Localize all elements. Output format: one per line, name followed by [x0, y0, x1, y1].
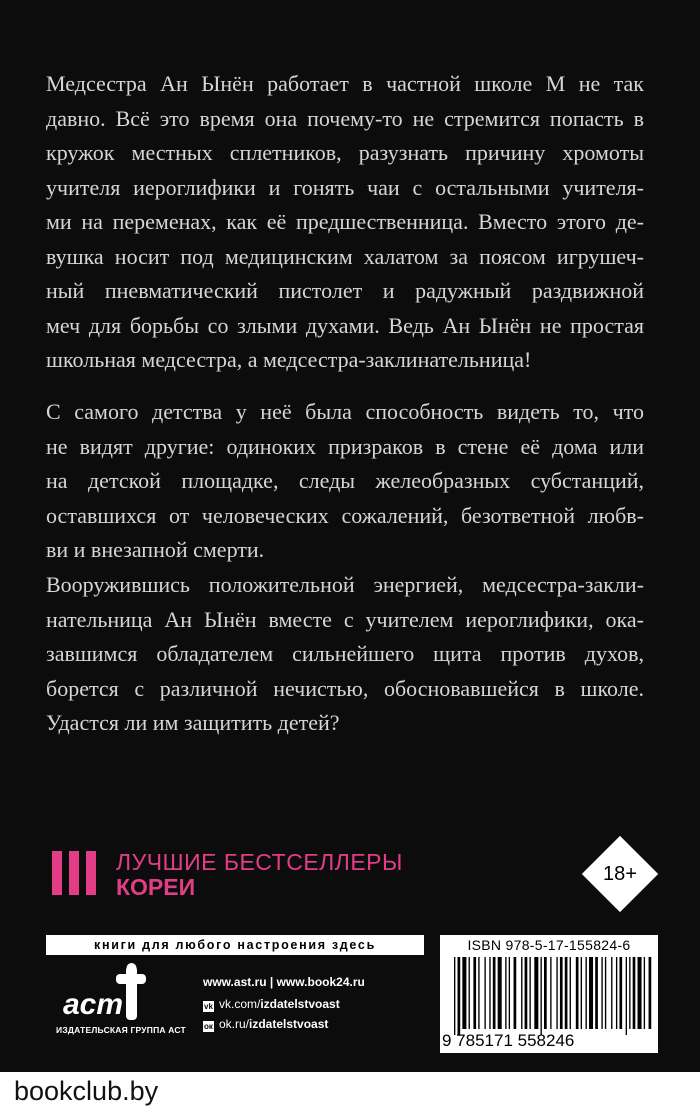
ast-logo-text: аст — [63, 988, 124, 1021]
social-handle: izdatelstvoast — [249, 1017, 329, 1031]
social-link-ok[interactable] — [203, 1017, 328, 1032]
annotation-paragraph-1 — [46, 67, 644, 378]
text-line: нательница Ан Ынён вместе с учителем иероглифики, ока- — [46, 606, 644, 632]
text-line: оставшихся от человеческих сожалений, безответной любв- — [46, 502, 644, 528]
text-line: кружок местных сплетников, разузнать причину хромоты — [46, 140, 644, 165]
series-label — [46, 849, 466, 901]
text-line: на детской площадке, следы желеобразных субстанций, — [46, 468, 644, 493]
publisher-caption: ИЗДАТЕЛЬСКАЯ ГРУППА АСТ — [56, 1025, 186, 1035]
vk-icon: vk — [204, 1002, 213, 1011]
text-line: Медсестра Ан Ынён работает в частной школе М не так — [46, 71, 644, 96]
text-line: ви и внезапной смерти. — [46, 537, 265, 562]
text-line: вушка носит под медицинским халатом за поясом игрушеч- — [46, 243, 644, 269]
text-line: ный пневматический пистолет и радужный раздвижной — [46, 278, 644, 303]
series-title-line-2: КОРЕИ — [116, 874, 196, 900]
text-line: Удастся ли им защитить детей? — [46, 710, 340, 735]
publisher-websites[interactable]: www.ast.ru | www.book24.ru — [203, 975, 365, 989]
text-line: меч для борьбы со злыми духами. Ведь Ан Ынён не простая — [46, 312, 644, 338]
text-line: школьная медсестра, а медсестра-заклинательница! — [46, 347, 532, 372]
series-logo-icon — [52, 851, 96, 895]
site-watermark: bookclub.by — [14, 1076, 159, 1106]
social-prefix: vk.com/ — [219, 997, 261, 1011]
annotation-paragraph-3 — [46, 568, 644, 741]
social-prefix: ok.ru/ — [219, 1017, 250, 1031]
text-line: С самого детства у неё была способность видеть то, что — [46, 399, 644, 424]
annotation-paragraph-2 — [46, 395, 644, 568]
social-link-vk[interactable] — [203, 997, 340, 1012]
ast-logo-icon — [60, 962, 180, 1022]
tagline-strip: книги для любого настроения здесь — [46, 935, 424, 955]
age-rating-text: 18+ — [603, 863, 637, 885]
text-line: не видят другие: одиноких призраков в стене её дома или — [46, 433, 644, 459]
ok-icon: ок — [204, 1022, 213, 1031]
isbn-number: ISBN 978-5-17-155824-6 — [467, 937, 631, 953]
text-line: учителя иероглифики и гонять чаи с остальными учителя- — [46, 174, 644, 200]
text-line: завшимся обладателем сильнейшего щита против духов, — [46, 641, 644, 666]
text-line: давно. Всё это время она почему-то не стремится попасть в — [46, 105, 644, 131]
barcode-image — [452, 957, 654, 1035]
age-rating-badge — [582, 836, 658, 912]
series-title-line-1: ЛУЧШИЕ БЕСТСЕЛЛЕРЫ — [116, 849, 403, 875]
text-line: ми на переменах, как её предшественница. Вместо этого де- — [46, 209, 644, 234]
text-line: Вооружившись положительной энергией, медсестра-закли- — [46, 572, 644, 597]
social-handle: izdatelstvoast — [260, 997, 340, 1011]
text-line: борется с различной нечистью, обосновавшейся в школе. — [46, 675, 644, 701]
isbn-barcode-block: ISBN 978-5-17-155824-6 9 785171 558246 — [440, 935, 658, 1053]
